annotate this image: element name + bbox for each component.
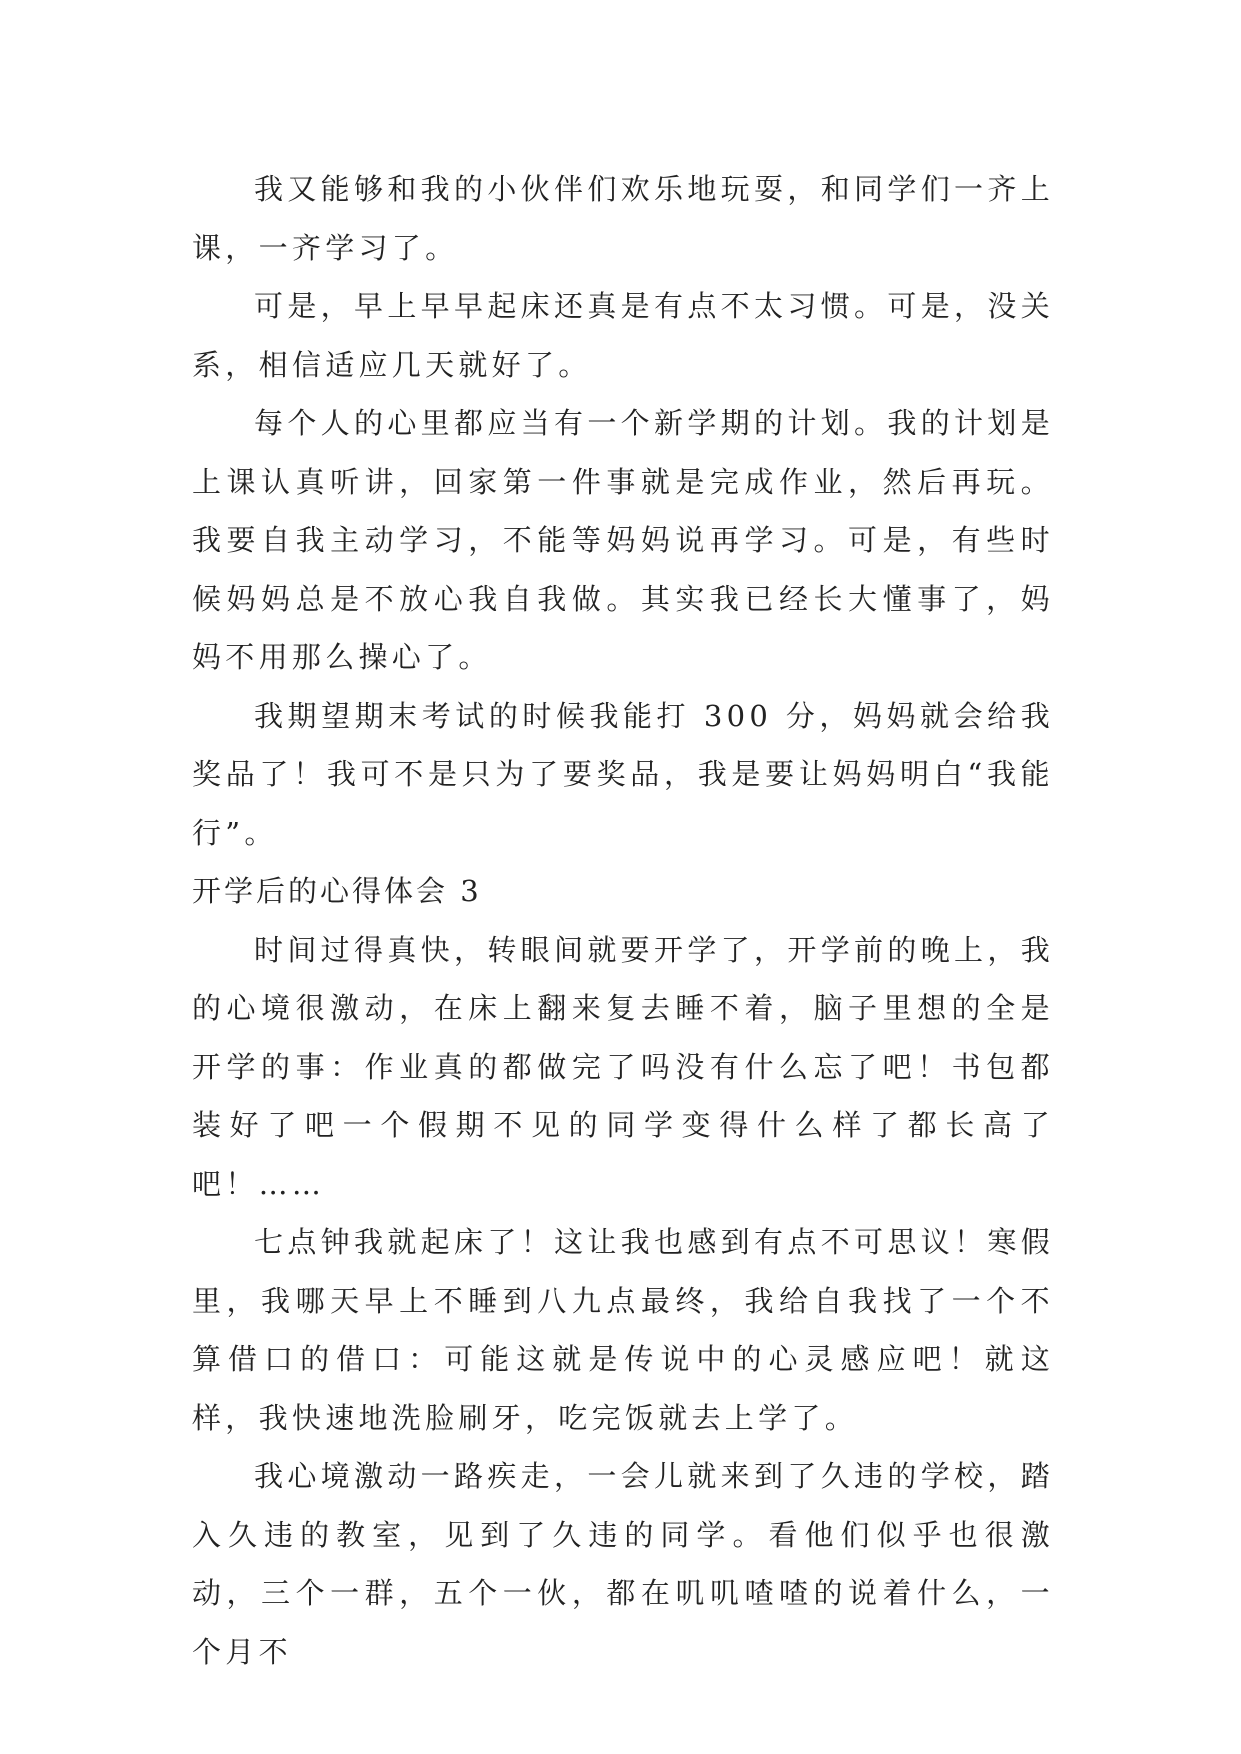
paragraph-3: 每个人的心里都应当有一个新学期的计划。我的计划是上课认真听讲，回家第一件事就是完成作业，然后再玩。我要自我主动学习，不能等妈妈说再学习。可是，有些时候妈妈总是不放心我自我做。其实我已经长大懂事了，妈妈不用那么操心了。 xyxy=(192,406,1054,674)
paragraph-1: 我又能够和我的小伙伴们欢乐地玩耍，和同学们一齐上课，一齐学习了。 xyxy=(192,172,1054,265)
section-paragraph-2: 七点钟我就起床了！这让我也感到有点不可思议！寒假里，我哪天早上不睡到八九点最终，我给自我找了一个不算借口的借口：可能这就是传说中的心灵感应吧！就这样，我快速地洗脸刷牙，吃完饭就去上学了。 xyxy=(192,1225,1054,1435)
section-paragraph-1: 时间过得真快，转眼间就要开学了，开学前的晚上，我的心境很激动，在床上翻来复去睡不着，脑子里想的全是开学的事：作业真的都做完了吗没有什么忘了吧！书包都装好了吧一个假期不见的同学变得什么样了都长高了吧！…… xyxy=(192,932,1054,1201)
paragraph-4: 我期望期末考试的时候我能打 300 分，妈妈就会给我奖品了！我可不是只为了要奖品，我是要让妈妈明白“我能行”。 xyxy=(192,698,1054,850)
document-body xyxy=(192,160,1054,1681)
paragraph-2: 可是，早上早早起床还真是有点不太习惯。可是，没关系，相信适应几天就好了。 xyxy=(192,289,1054,382)
section-heading: 开学后的心得体会 3 xyxy=(192,874,482,908)
section-paragraph-3: 我心境激动一路疾走，一会儿就来到了久违的学校，踏入久违的教室，见到了久违的同学。看他们似乎也很激动，三个一群，五个一伙，都在叽叽喳喳的说着什么，一个月不 xyxy=(192,1459,1054,1669)
